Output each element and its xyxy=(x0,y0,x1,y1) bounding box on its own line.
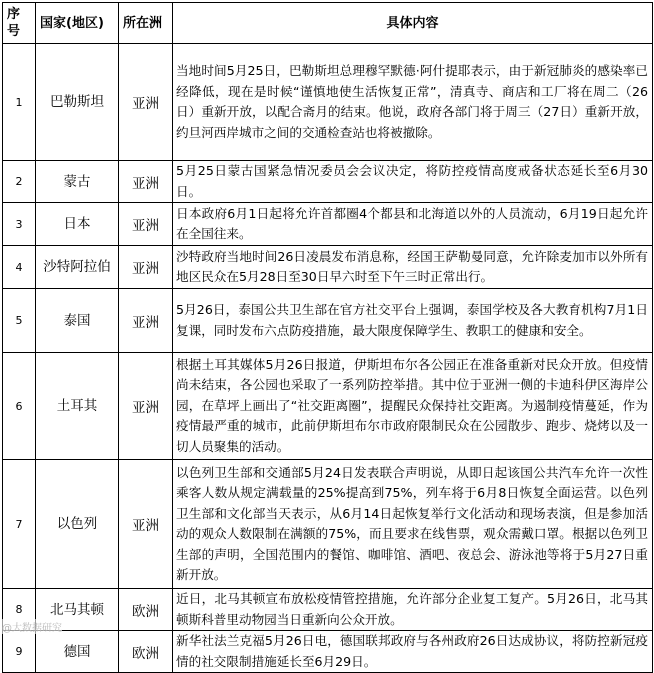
row-content: 当地时间5月25日，巴勒斯坦总理穆罕默德·阿什提耶表示，由于新冠肺炎的感染率已经降低，现在是时候“谨慎地使生活恢复正常”，清真寺、商店和工厂将在周二（26日）重新开放，以配合斋月的结束。他说，政府各部门将于周三（27日）重新开放，约旦河西岸城市之间的交通检查站也将被撤除。 xyxy=(173,44,653,161)
row-continent: 亚洲 xyxy=(119,203,173,246)
row-continent: 欧洲 xyxy=(119,631,173,673)
row-content: 根据土耳其媒体5月26日报道，伊斯坦布尔各公园正在准备重新对民众开放。但疫情尚未结束，各公园也采取了一系列防控举措。其中位于亚洲一侧的卡迪科伊区海岸公园，在草坪上画出了“社交距离圈”，提醒民众保持社交距离。为遏制疫情蔓延，作为疫情最严重的城市，此前伊斯坦布尔市政府限制民众在公园散步、跑步、烧烤以及一切人员聚集的活动。 xyxy=(173,353,653,460)
row-content: 日本政府6月1日起将允许首都圈4个都县和北海道以外的人员流动，6月19日起允许在全国往来。 xyxy=(173,203,653,246)
row-seq: 8 xyxy=(3,589,36,631)
row-country: 巴勒斯坦 xyxy=(36,44,119,161)
table-header-row xyxy=(3,3,653,44)
row-country: 沙特阿拉伯 xyxy=(36,246,119,289)
table-row xyxy=(3,44,653,161)
row-seq: 2 xyxy=(3,161,36,203)
table-row xyxy=(3,460,653,589)
row-seq: 6 xyxy=(3,353,36,460)
row-seq: 5 xyxy=(3,289,36,353)
row-country: 土耳其 xyxy=(36,353,119,460)
row-content: 5月25日蒙古国紧急情况委员会会议决定，将防控疫情高度戒备状态延长至6月30日。 xyxy=(173,161,653,203)
row-country: 北马其顿 xyxy=(36,589,119,631)
row-country: 日本 xyxy=(36,203,119,246)
policy-table xyxy=(2,2,653,673)
row-content: 新华社法兰克福5月26日电，德国联邦政府与各州政府26日达成协议，将防控新冠疫情的社交限制措施延长至6月29日。 xyxy=(173,631,653,673)
table-row xyxy=(3,289,653,353)
watermark: @大数据研究 xyxy=(2,619,62,634)
table-row xyxy=(3,353,653,460)
row-continent: 亚洲 xyxy=(119,353,173,460)
table-row xyxy=(3,246,653,289)
row-continent: 亚洲 xyxy=(119,246,173,289)
row-country: 以色列 xyxy=(36,460,119,589)
row-continent: 亚洲 xyxy=(119,161,173,203)
row-country: 蒙古 xyxy=(36,161,119,203)
row-seq: 1 xyxy=(3,44,36,161)
row-seq: 9 xyxy=(3,631,36,673)
row-seq: 4 xyxy=(3,246,36,289)
row-seq: 3 xyxy=(3,203,36,246)
row-country: 泰国 xyxy=(36,289,119,353)
row-country: 德国 xyxy=(36,631,119,673)
header-content: 具体内容 xyxy=(173,3,653,44)
row-content: 沙特政府当地时间26日凌晨发布消息称，经国王萨勒曼同意，允许除麦加市以外所有地区民众在5月28日至30日早六时至下午三时正常出行。 xyxy=(173,246,653,289)
header-seq: 序号 xyxy=(3,3,36,44)
row-seq: 7 xyxy=(3,460,36,589)
row-continent: 亚洲 xyxy=(119,44,173,161)
header-country: 国家(地区) xyxy=(36,3,119,44)
row-continent: 亚洲 xyxy=(119,289,173,353)
table-row xyxy=(3,589,653,631)
row-continent: 欧洲 xyxy=(119,589,173,631)
table-row xyxy=(3,203,653,246)
row-continent: 亚洲 xyxy=(119,460,173,589)
row-content: 5月26日，泰国公共卫生部在官方社交平台上强调，泰国学校及各大教育机构7月1日复课，同时发布六点防疫措施，最大限度保障学生、教职工的健康和安全。 xyxy=(173,289,653,353)
row-content: 以色列卫生部和交通部5月24日发表联合声明说，从即日起该国公共汽车允许一次性乘客人数从规定满载量的25%提高到75%，列车将于6月8日恢复全面运营。以色列卫生部和文化部当天表示，从6月14日起恢复举行文化活动和现场表演，但是参加活动的观众人数限制在满额的75%，而且要求在线售票，观众需戴口罩。根据以色列卫生部的声明，全国范围内的餐馆、咖啡馆、酒吧、夜总会、游泳池等将于5月27日重新开放。 xyxy=(173,460,653,589)
row-content: 近日，北马其顿宣布放松疫情管控措施，允许部分企业复工复产。5月26日，北马其顿斯科普里动物园当日重新向公众开放。 xyxy=(173,589,653,631)
header-continent: 所在洲 xyxy=(119,3,173,44)
table-row xyxy=(3,161,653,203)
